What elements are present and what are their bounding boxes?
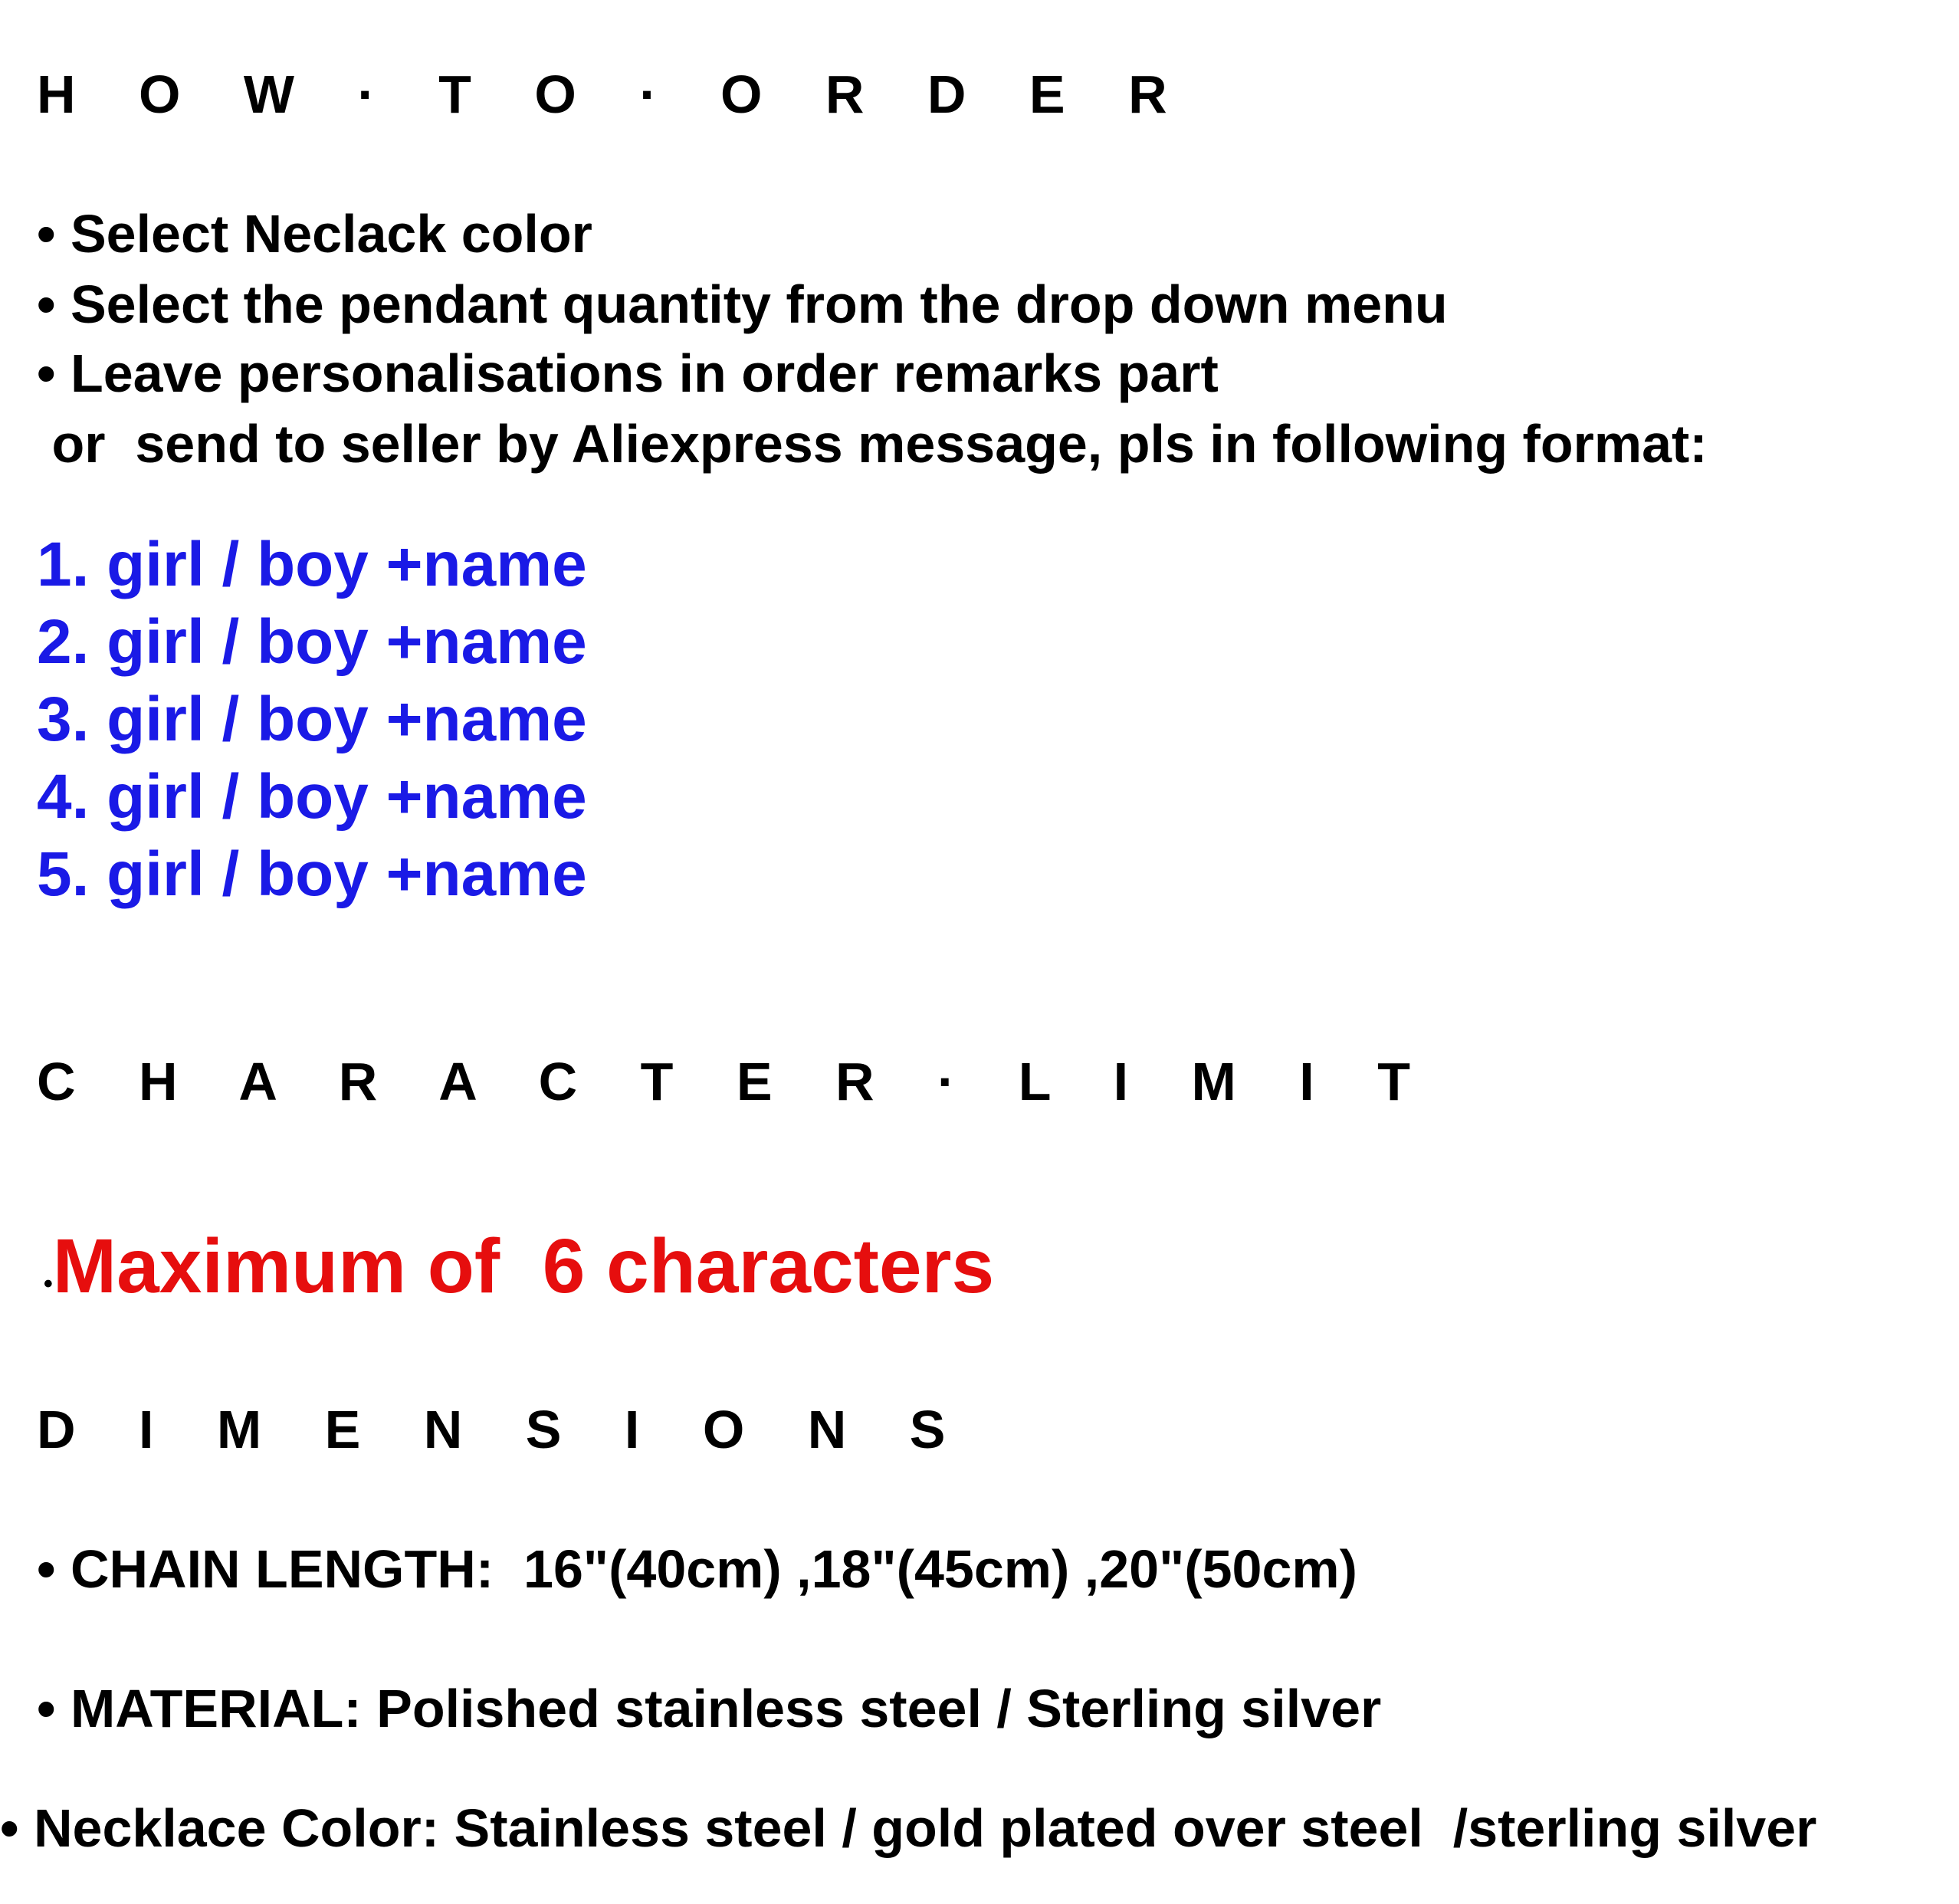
material: • MATERIAL: Polished stainless steel / Sterling silver — [37, 1679, 1382, 1738]
character-limit-text: Maximum of 6 characters — [52, 1223, 995, 1309]
character-limit-line — [37, 1216, 995, 1309]
step-select-quantity: • Select the pendant quantity from the drop down menu — [37, 274, 1448, 334]
step-select-color: • Select Neclack color — [37, 204, 592, 264]
format-line-5: 5. girl / boy +name — [37, 839, 587, 909]
step-leave-personalisations: • Leave personalisations in order remarks part — [37, 343, 1219, 403]
step-send-message: or send to seller by Aliexpress message, pls in following format: — [37, 414, 1708, 474]
dimensions-heading: D I M E N S I O N S — [37, 1400, 970, 1459]
tiny-bullet: • — [43, 1269, 53, 1298]
chain-length: • CHAIN LENGTH: 16"(40cm) ,18"(45cm) ,20"(50cm) — [37, 1539, 1357, 1599]
format-line-1: 1. girl / boy +name — [37, 530, 587, 599]
format-line-2: 2. girl / boy +name — [37, 607, 587, 677]
format-line-3: 3. girl / boy +name — [37, 684, 587, 754]
how-to-order-heading: H O W · T O · O R D E R — [37, 64, 1192, 124]
character-limit-heading: C H A R A C T E R · L I M I T — [37, 1052, 1435, 1111]
format-line-4: 4. girl / boy +name — [37, 762, 587, 832]
necklace-color: • Necklace Color: Stainless steel / gold plated over steel /sterling silver — [0, 1798, 1817, 1858]
